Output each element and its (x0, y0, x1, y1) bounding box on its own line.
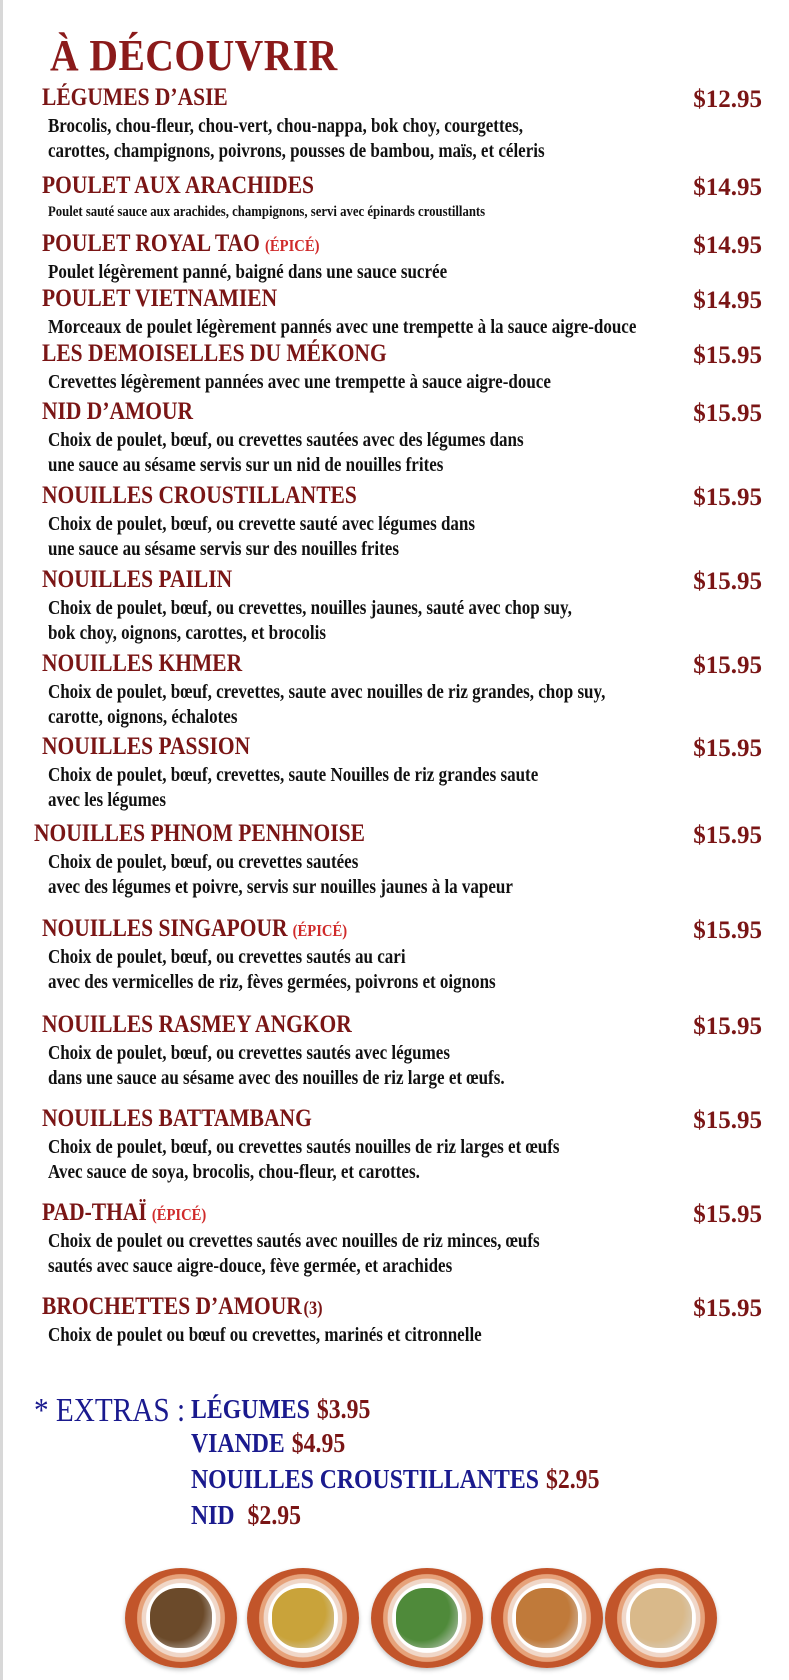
menu-item (34, 820, 762, 900)
menu-item-name (42, 398, 193, 426)
menu-item-description (42, 114, 654, 164)
menu-item-header (42, 285, 762, 315)
menu-item (42, 398, 762, 478)
menu-item-name (42, 172, 314, 200)
menu-item-header (42, 1011, 762, 1041)
menu-item-price: $15.95 (693, 1295, 762, 1322)
page-border (0, 0, 3, 1680)
menu-item-description (42, 945, 654, 995)
extra-row (191, 1500, 301, 1531)
menu-item-description (42, 1229, 654, 1279)
menu-item-description (42, 428, 654, 478)
extra-name: NOUILLES CROUSTILLANTES (191, 1464, 539, 1494)
menu-item (42, 1011, 762, 1091)
extra-row (191, 1464, 599, 1495)
food-photo (247, 1568, 359, 1668)
menu-item-name-text: NOUILLES CROUSTILLANTES (42, 482, 357, 509)
food-image (150, 1588, 213, 1648)
menu-item (42, 230, 762, 285)
menu-item-header (34, 820, 762, 850)
menu-item-header (42, 230, 762, 260)
menu-item-price: $15.95 (693, 735, 762, 762)
menu-item-name (42, 230, 319, 258)
menu-item-name-text: NOUILLES RASMEY ANGKOR (42, 1011, 352, 1038)
menu-item-header (42, 733, 762, 763)
description-line: bok choy, oignons, carottes, et brocolis (47, 622, 326, 644)
menu-item-price: $12.95 (693, 86, 762, 113)
extra-name: NID (191, 1500, 241, 1530)
food-image (630, 1588, 693, 1648)
description-line: avec des légumes et poivre, servis sur nouilles jaunes à la vapeur (47, 876, 513, 898)
menu-item-header (42, 84, 762, 114)
menu-item-price: $15.95 (693, 1013, 762, 1040)
extra-price: $2.95 (247, 1500, 302, 1530)
menu-item-name-text: NOUILLES PASSION (42, 733, 251, 760)
menu-item (42, 1199, 762, 1279)
menu-item-name-text: NOUILLES BATTAMBANG (42, 1105, 312, 1132)
menu-item (42, 285, 762, 340)
menu-item (42, 482, 762, 562)
menu-item-name (42, 1293, 323, 1321)
description-line: Choix de poulet, bœuf, crevettes, saute avec nouilles de riz grandes, chop suy, (47, 681, 606, 703)
food-photo (125, 1568, 237, 1668)
menu-item (42, 84, 762, 164)
menu-item (42, 566, 762, 646)
menu-item-price: $14.95 (693, 232, 762, 259)
spicy-tag: (ÉPICÉ) (265, 236, 320, 255)
menu-item (42, 1293, 762, 1348)
menu-item (42, 915, 762, 995)
menu-item-name (42, 650, 242, 678)
description-line: Brocolis, chou-fleur, chou-vert, chou-nappa, bok choy, courgettes, (47, 115, 524, 137)
extra-name: LÉGUMES (191, 1394, 310, 1424)
menu-item-description (42, 1323, 654, 1348)
extra-price: $3.95 (316, 1394, 371, 1424)
description-line: dans une sauce au sésame avec des nouilles de riz large et œufs. (47, 1067, 505, 1089)
menu-item (42, 650, 762, 730)
menu-item-price: $14.95 (693, 287, 762, 314)
menu-item-name-text: POULET ROYAL TAO (42, 230, 260, 257)
spicy-tag: (ÉPICÉ) (151, 1205, 207, 1224)
description-line: Choix de poulet, bœuf, ou crevette sauté avec légumes dans (47, 513, 475, 535)
menu-item-description (42, 260, 654, 285)
menu-item-price: $15.95 (693, 400, 762, 427)
menu-item-description (42, 370, 654, 395)
description-line: avec les légumes (47, 789, 166, 811)
menu-item-description (42, 1041, 654, 1091)
menu-item (42, 172, 762, 222)
menu-item-price: $14.95 (693, 174, 762, 201)
extra-price: $2.95 (545, 1464, 600, 1494)
menu-item-header (42, 1293, 762, 1323)
food-photo (371, 1568, 483, 1668)
menu-item-name (42, 84, 228, 112)
section-title: À DÉCOUVRIR (50, 31, 338, 80)
menu-item-header (42, 566, 762, 596)
description-line: Avec sauce de soya, brocolis, chou-fleur, et carottes. (47, 1161, 420, 1183)
menu-item-name-text: NOUILLES PAILIN (42, 566, 233, 593)
menu-item-name-text: NOUILLES PHNOM PENHNOISE (34, 820, 365, 847)
description-line: Poulet légèrement panné, baigné dans une sauce sucrée (47, 261, 448, 283)
menu-item-header (42, 650, 762, 680)
description-line: Crevettes légèrement pannées avec une trempette à sauce aigre-douce (47, 371, 551, 393)
description-line: Choix de poulet, bœuf, crevettes, saute Nouilles de riz grandes saute (47, 764, 539, 786)
description-line: sautés avec sauce aigre-douce, fève germée, et arachides (47, 1255, 453, 1277)
menu-item-name (42, 285, 277, 313)
menu-item-price: $15.95 (693, 917, 762, 944)
description-line: une sauce au sésame servis sur un nid de nouilles frites (47, 454, 444, 476)
extra-row (191, 1428, 345, 1459)
description-line: Choix de poulet, bœuf, ou crevettes sautés nouilles de riz larges et œufs (47, 1136, 560, 1158)
menu-item-name-text: NOUILLES KHMER (42, 650, 243, 677)
menu-item-header (42, 1199, 762, 1229)
food-photo (605, 1568, 717, 1668)
menu-item-price: $15.95 (693, 484, 762, 511)
description-line: Poulet sauté sauce aux arachides, champignons, servi avec épinards croustillants (47, 204, 486, 220)
menu-item-description (42, 680, 654, 730)
extra-name: VIANDE (191, 1428, 285, 1458)
menu-item-name (34, 820, 365, 848)
food-photo (491, 1568, 603, 1668)
extras-label: * EXTRAS : (34, 1392, 186, 1429)
menu-item-price: $15.95 (693, 1201, 762, 1228)
menu-item-description (42, 763, 654, 813)
menu-item-name (42, 566, 232, 594)
menu-item-description (42, 315, 654, 340)
description-line: carotte, oignons, échalotes (47, 706, 238, 728)
description-line: carottes, champignons, poivrons, pousses de bambou, maïs, et céleris (47, 140, 545, 162)
menu-item-price: $15.95 (693, 652, 762, 679)
description-line: Choix de poulet, bœuf, ou crevettes sautées (47, 851, 359, 873)
food-image (272, 1588, 335, 1648)
menu-item-description (42, 202, 654, 222)
food-photos (125, 1568, 725, 1673)
menu-item-header (42, 915, 762, 945)
menu-item-header (42, 340, 762, 370)
food-image (516, 1588, 579, 1648)
menu-item (42, 1105, 762, 1185)
menu-item-name-text: LES DEMOISELLES DU MÉKONG (42, 340, 387, 367)
menu-item-header (42, 482, 762, 512)
menu-item-name-text: POULET VIETNAMIEN (42, 285, 278, 312)
menu-item-price: $15.95 (693, 342, 762, 369)
quantity-tag: (3) (303, 1298, 323, 1319)
menu-item-name-text: POULET AUX ARACHIDES (42, 172, 315, 199)
menu-item-name-text: PAD-THAÏ (42, 1199, 147, 1226)
description-line: Choix de poulet ou bœuf ou crevettes, marinés et citronnelle (47, 1324, 482, 1346)
menu-item-description (42, 850, 654, 900)
menu-item-price: $15.95 (693, 822, 762, 849)
menu-item-description (42, 512, 654, 562)
description-line: Morceaux de poulet légèrement pannés avec une trempette à la sauce aigre-douce (47, 316, 637, 338)
menu-item-name-text: BROCHETTES D’AMOUR (42, 1293, 302, 1320)
menu-item-name (42, 733, 250, 761)
menu-item-price: $15.95 (693, 1107, 762, 1134)
description-line: avec des vermicelles de riz, fèves germées, poivrons et oignons (47, 971, 496, 993)
menu-item-name-text: NOUILLES SINGAPOUR (42, 915, 288, 942)
menu-item-name (42, 1105, 312, 1133)
description-line: Choix de poulet, bœuf, ou crevettes, nouilles jaunes, sauté avec chop suy, (47, 597, 572, 619)
menu-item-name-text: LÉGUMES D’ASIE (42, 84, 228, 111)
menu-item-name (42, 482, 357, 510)
menu-item-name-text: NID D’AMOUR (42, 398, 194, 425)
menu-item-description (42, 596, 654, 646)
menu-item-header (42, 398, 762, 428)
extra-price: $4.95 (291, 1428, 346, 1458)
menu-item-name (42, 340, 387, 368)
menu-item-header (42, 1105, 762, 1135)
menu-item (42, 340, 762, 395)
extra-row (191, 1394, 370, 1425)
menu-item-name (42, 1199, 206, 1227)
menu-item-price: $15.95 (693, 568, 762, 595)
menu-item (42, 733, 762, 813)
description-line: une sauce au sésame servis sur des nouilles frites (47, 538, 399, 560)
description-line: Choix de poulet, bœuf, ou crevettes sautées avec des légumes dans (47, 429, 524, 451)
spicy-tag: (ÉPICÉ) (292, 921, 348, 940)
menu-item-description (42, 1135, 654, 1185)
menu-item-header (42, 172, 762, 202)
description-line: Choix de poulet, bœuf, ou crevettes sautés au cari (47, 946, 406, 968)
description-line: Choix de poulet, bœuf, ou crevettes sautés avec légumes (47, 1042, 450, 1064)
menu-item-name (42, 1011, 352, 1039)
food-image (396, 1588, 459, 1648)
description-line: Choix de poulet ou crevettes sautés avec nouilles de riz minces, œufs (47, 1230, 540, 1252)
menu-item-name (42, 915, 347, 943)
